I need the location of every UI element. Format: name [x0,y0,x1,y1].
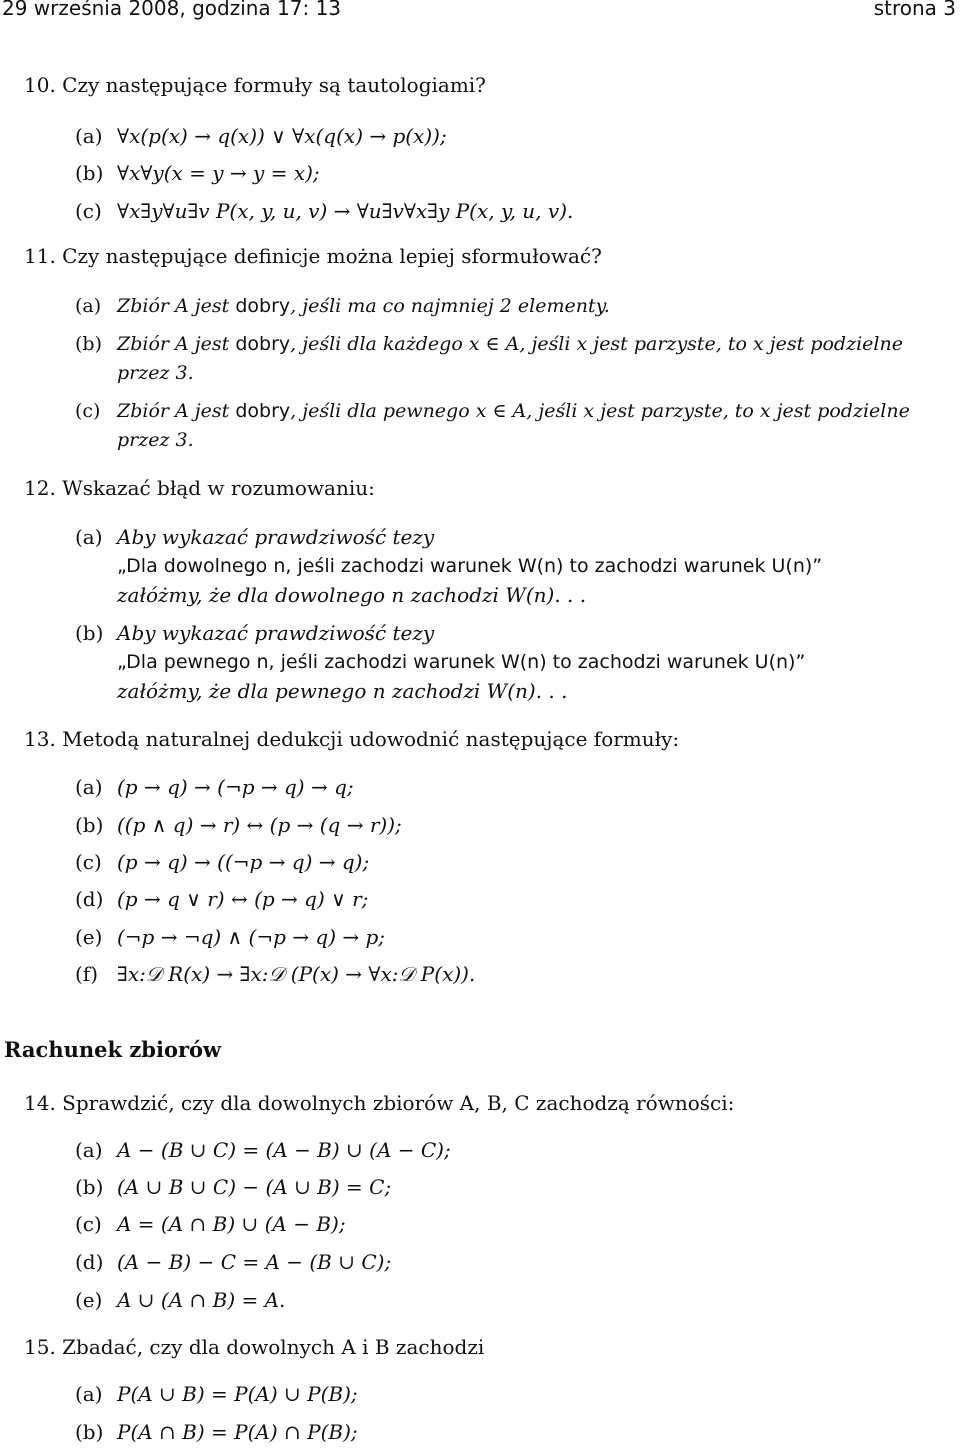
item-label: (f) [75,962,99,986]
item-label: (a) [75,775,103,799]
formula: ∀x(p(x) → q(x)) ∨ ∀x(q(x) → p(x)); [117,124,447,148]
problem-11-item-b [75,331,903,357]
item-label: (c) [75,850,102,874]
problem-11-item-b-continuation: przez 3. [117,362,194,384]
problem-12-item-b [75,620,434,646]
formula: (A ∪ B ∪ C) − (A ∪ B) = C; [117,1175,392,1199]
problem-14-item-e [75,1287,285,1313]
problem-13-item-e [75,924,385,950]
item-label: (a) [75,1382,103,1406]
problem-13-item-f [75,961,475,987]
header-page-number: strona 3 [873,0,956,20]
problem-15-title: 15. Zbadać, czy dla dowolnych A i B zachodzi [24,1335,485,1359]
item-label: (c) [75,199,102,223]
item-label: (a) [75,525,103,549]
item-label: (d) [75,887,104,911]
defined-term: dobry [235,295,291,317]
item-label: (e) [75,925,103,949]
problem-10-title: 10. Czy następujące formuły są tautologiami? [24,73,486,97]
problem-15-item-a [75,1381,358,1407]
definition-text: , jeśli ma co najmniej 2 elementy. [290,295,610,317]
problem-11-item-a [75,293,610,319]
problem-14-item-b [75,1174,391,1200]
item-label: (b) [75,813,104,837]
formula: P(A ∪ B) = P(A) ∪ P(B); [117,1382,358,1406]
formula: (p → q) → ((¬p → q) → q); [117,850,370,874]
definition-text: , jeśli dla pewnego x ∈ A, jeśli x jest parzyste, to x jest podzielne [290,400,910,422]
problem-11-title: 11. Czy następujące definicje można lepiej sformułować? [24,244,602,268]
item-label: (a) [75,124,103,148]
problem-12-item-a-thesis: „Dla dowolnego n, jeśli zachodzi warunek W(n) to zachodzi warunek U(n)” [117,555,823,577]
formula: (¬p → ¬q) ∧ (¬p → q) → p; [117,925,386,949]
problem-12-item-b-assumption: załóżmy, że dla pewnego n zachodzi W(n). . . [117,679,568,703]
problem-15-item-b [75,1419,358,1445]
definition-text: , jeśli dla każdego x ∈ A, jeśli x jest parzyste, to x jest podzielne [290,333,903,355]
problem-10-item-c [75,198,573,224]
item-label: (b) [75,333,102,355]
problem-12-item-a [75,524,434,550]
defined-term: dobry [235,400,291,422]
problem-14-item-c [75,1211,346,1237]
item-label: (a) [75,1138,103,1162]
problem-12-item-b-thesis: „Dla pewnego n, jeśli zachodzi warunek W(n) to zachodzi warunek U(n)” [117,651,806,673]
page-header [0,0,960,28]
item-label: (b) [75,1175,104,1199]
reasoning-text: Aby wykazać prawdziwość tezy [117,525,435,549]
problem-11-item-c [75,398,910,424]
problem-13-title: 13. Metodą naturalnej dedukcji udowodnić następujące formuły: [24,727,680,751]
problem-10-item-b [75,160,320,186]
item-label: (e) [75,1288,103,1312]
formula: (p → q) → (¬p → q) → q; [117,775,354,799]
item-label: (b) [75,621,104,645]
formula: ∀x∀y(x = y → y = x); [117,161,320,185]
item-label: (b) [75,161,104,185]
item-label: (c) [75,1212,102,1236]
item-label: (a) [75,295,102,317]
problem-14-item-a [75,1137,451,1163]
formula: (A − B) − C = A − (B ∪ C); [117,1250,392,1274]
formula: A − (B ∪ C) = (A − B) ∪ (A − C); [117,1138,451,1162]
problem-12-title: 12. Wskazać błąd w rozumowaniu: [24,476,375,500]
definition-text: Zbiór A jest [117,333,236,355]
formula: P(A ∩ B) = P(A) ∩ P(B); [117,1420,358,1444]
formula: ((p ∧ q) → r) ↔ (p → (q → r)); [117,813,402,837]
problem-13-item-a [75,774,354,800]
problem-14-title: 14. Sprawdzić, czy dla dowolnych zbiorów A, B, C zachodzą równości: [24,1091,735,1115]
item-label: (c) [75,400,101,422]
defined-term: dobry [235,333,291,355]
problem-13-item-c [75,849,369,875]
item-label: (d) [75,1250,104,1274]
formula: ∀x∃y∀u∃v P(x, y, u, v) → ∀u∃v∀x∃y P(x, y, u, v). [117,199,574,223]
problem-10-item-a [75,123,447,149]
problem-13-item-b [75,812,402,838]
reasoning-text: Aby wykazać prawdziwość tezy [117,621,435,645]
formula: A = (A ∩ B) ∪ (A − B); [117,1212,346,1236]
formula: (p → q ∨ r) ↔ (p → q) ∨ r; [117,887,369,911]
header-date: 29 września 2008, godzina 17: 13 [2,0,342,20]
problem-12-item-a-assumption: załóżmy, że dla dowolnego n zachodzi W(n). . . [117,583,587,607]
section-heading: Rachunek zbiorów [4,1037,222,1062]
formula: ∃x:𝒟 R(x) → ∃x:𝒟 (P(x) → ∀x:𝒟 P(x)). [117,962,476,986]
definition-text: Zbiór A jest [117,400,236,422]
definition-text: Zbiór A jest [117,295,236,317]
problem-13-item-d [75,886,368,912]
problem-14-item-d [75,1249,391,1275]
problem-11-item-c-continuation: przez 3. [117,429,194,451]
formula: A ∪ (A ∩ B) = A. [117,1288,286,1312]
item-label: (b) [75,1420,104,1444]
